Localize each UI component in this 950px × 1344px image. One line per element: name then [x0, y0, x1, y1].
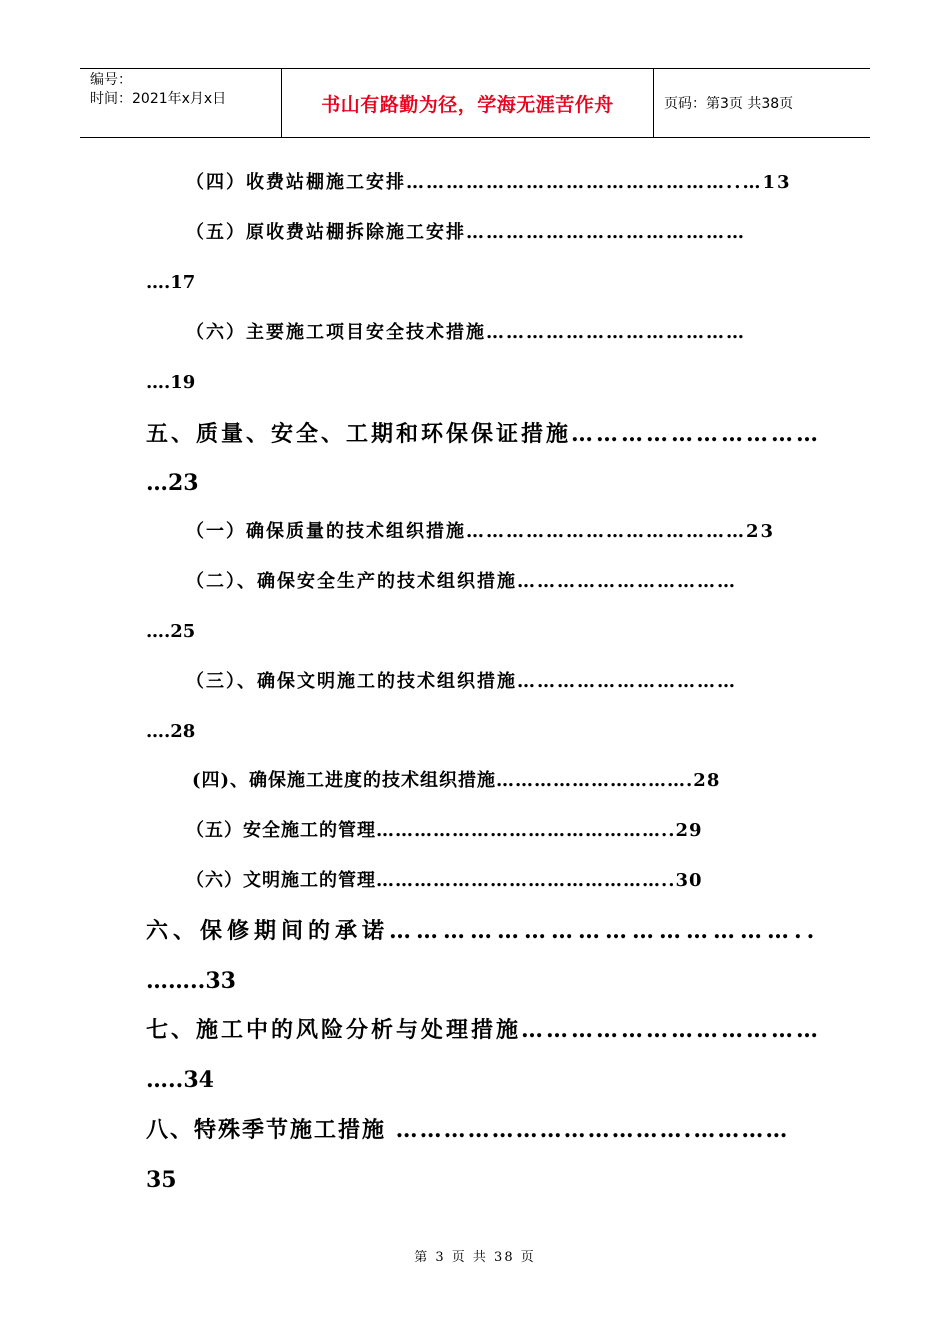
toc-entry-page[interactable]: ……..33: [146, 968, 236, 994]
time-label: 时间：2021年x月x日: [90, 91, 227, 107]
toc-entry[interactable]: （二）、确保安全生产的技术组织措施……………………………: [186, 571, 737, 592]
header-motto: 书山有路勤为径，学海无涯苦作舟: [282, 69, 654, 137]
toc-entry[interactable]: （六）文明施工的管理………………………………………..30: [186, 870, 703, 891]
toc-chapter[interactable]: 五、质量、安全、工期和环保保证措施…………………………: [146, 421, 822, 447]
toc-entry[interactable]: （一）确保质量的技术组织措施……………………………………23: [186, 521, 776, 542]
toc-chapter[interactable]: 八、特殊季节施工措施 ……………………………….…………: [146, 1117, 790, 1143]
toc-entry-page[interactable]: ….17: [146, 272, 196, 293]
toc-entry[interactable]: (四)、确保施工进度的技术组织措施………………………….28: [192, 770, 721, 791]
toc-entry-page[interactable]: ….19: [146, 372, 196, 393]
toc-entry-page[interactable]: …23: [146, 470, 199, 496]
toc-entry-page[interactable]: ….25: [146, 621, 196, 642]
number-label: 编号：: [90, 72, 132, 88]
header-page-info: 页码：第3页 共38页: [664, 96, 794, 112]
toc-entry-page[interactable]: 35: [146, 1167, 177, 1193]
toc-entry[interactable]: （三）、确保文明施工的技术组织措施……………………………: [186, 671, 737, 692]
toc-chapter[interactable]: 七、施工中的风险分析与处理措施………………………………: [146, 1017, 822, 1043]
toc-entry[interactable]: （六）主要施工项目安全技术措施…………………………………: [186, 322, 746, 343]
toc-chapter[interactable]: 六、保修期间的承诺………………………………………..: [146, 918, 820, 944]
page-header: [80, 68, 870, 138]
toc-entry[interactable]: （五）安全施工的管理………………………………………..29: [186, 820, 703, 841]
header-meta: [80, 69, 282, 137]
page-footer: 第 3 页 共 38 页: [414, 1250, 536, 1265]
toc-entry-page[interactable]: ….28: [146, 721, 196, 742]
toc-entry-page[interactable]: …..34: [146, 1067, 214, 1093]
toc-entry[interactable]: （四）收费站棚施工安排…………………………………………..…13: [186, 172, 792, 193]
toc-entry[interactable]: （五）原收费站棚拆除施工安排……………………………………: [186, 222, 746, 243]
